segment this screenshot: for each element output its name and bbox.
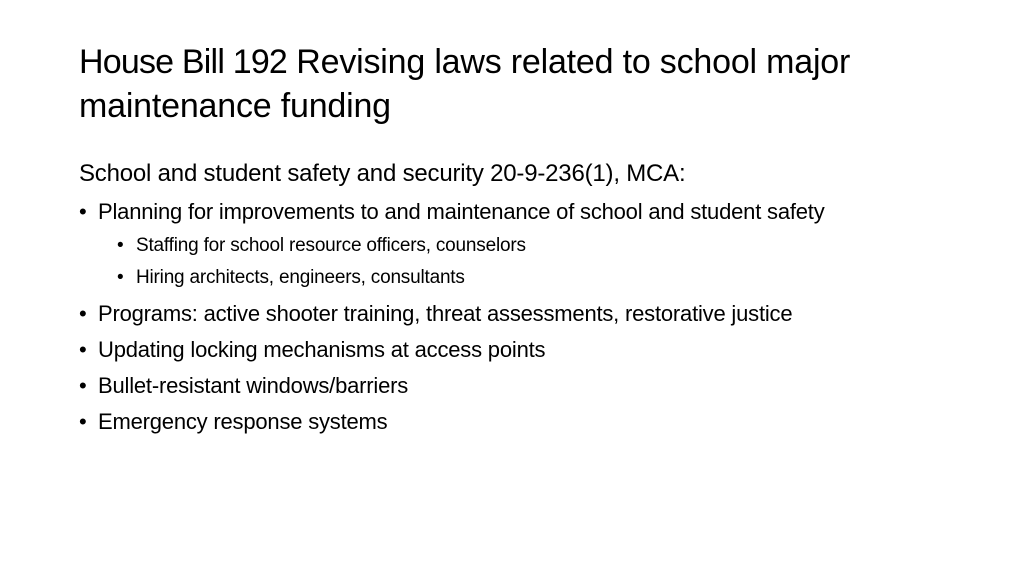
- slide-title: [79, 40, 959, 128]
- bullet-list: [79, 196, 979, 438]
- section-heading: School and student safety and security 20-9-236(1), MCA:: [79, 160, 686, 187]
- list-item-text: Programs: active shooter training, threat assessments, restorative justice: [98, 301, 793, 326]
- list-item: [79, 334, 979, 366]
- list-item-text: Updating locking mechanisms at access points: [98, 337, 546, 362]
- slide-title-bill: House Bill 192: [79, 43, 288, 81]
- list-item-text: Emergency response systems: [98, 409, 388, 434]
- bullet-icon: •: [79, 409, 87, 434]
- sub-list-item: [117, 262, 979, 294]
- bullet-icon: •: [79, 337, 87, 362]
- slide-title-description: Revising laws related to school major maintenance funding: [79, 43, 851, 125]
- slide-body: [79, 158, 979, 442]
- bullet-icon: •: [117, 235, 124, 256]
- list-item: [79, 370, 979, 402]
- bullet-icon: •: [79, 199, 87, 224]
- sub-list-item-text: Staffing for school resource officers, counselors: [136, 235, 526, 256]
- list-item-text: Planning for improvements to and maintenance of school and student safety: [98, 199, 825, 224]
- list-item: [79, 196, 979, 294]
- bullet-icon: •: [117, 267, 124, 288]
- list-item: [79, 406, 979, 438]
- sub-list-item: [117, 230, 979, 262]
- sub-bullet-list: [117, 230, 979, 294]
- sub-list-item-text: Hiring architects, engineers, consultants: [136, 267, 465, 288]
- bullet-icon: •: [79, 373, 87, 398]
- list-item: [79, 298, 979, 330]
- list-item-text: Bullet-resistant windows/barriers: [98, 373, 409, 398]
- bullet-icon: •: [79, 301, 87, 326]
